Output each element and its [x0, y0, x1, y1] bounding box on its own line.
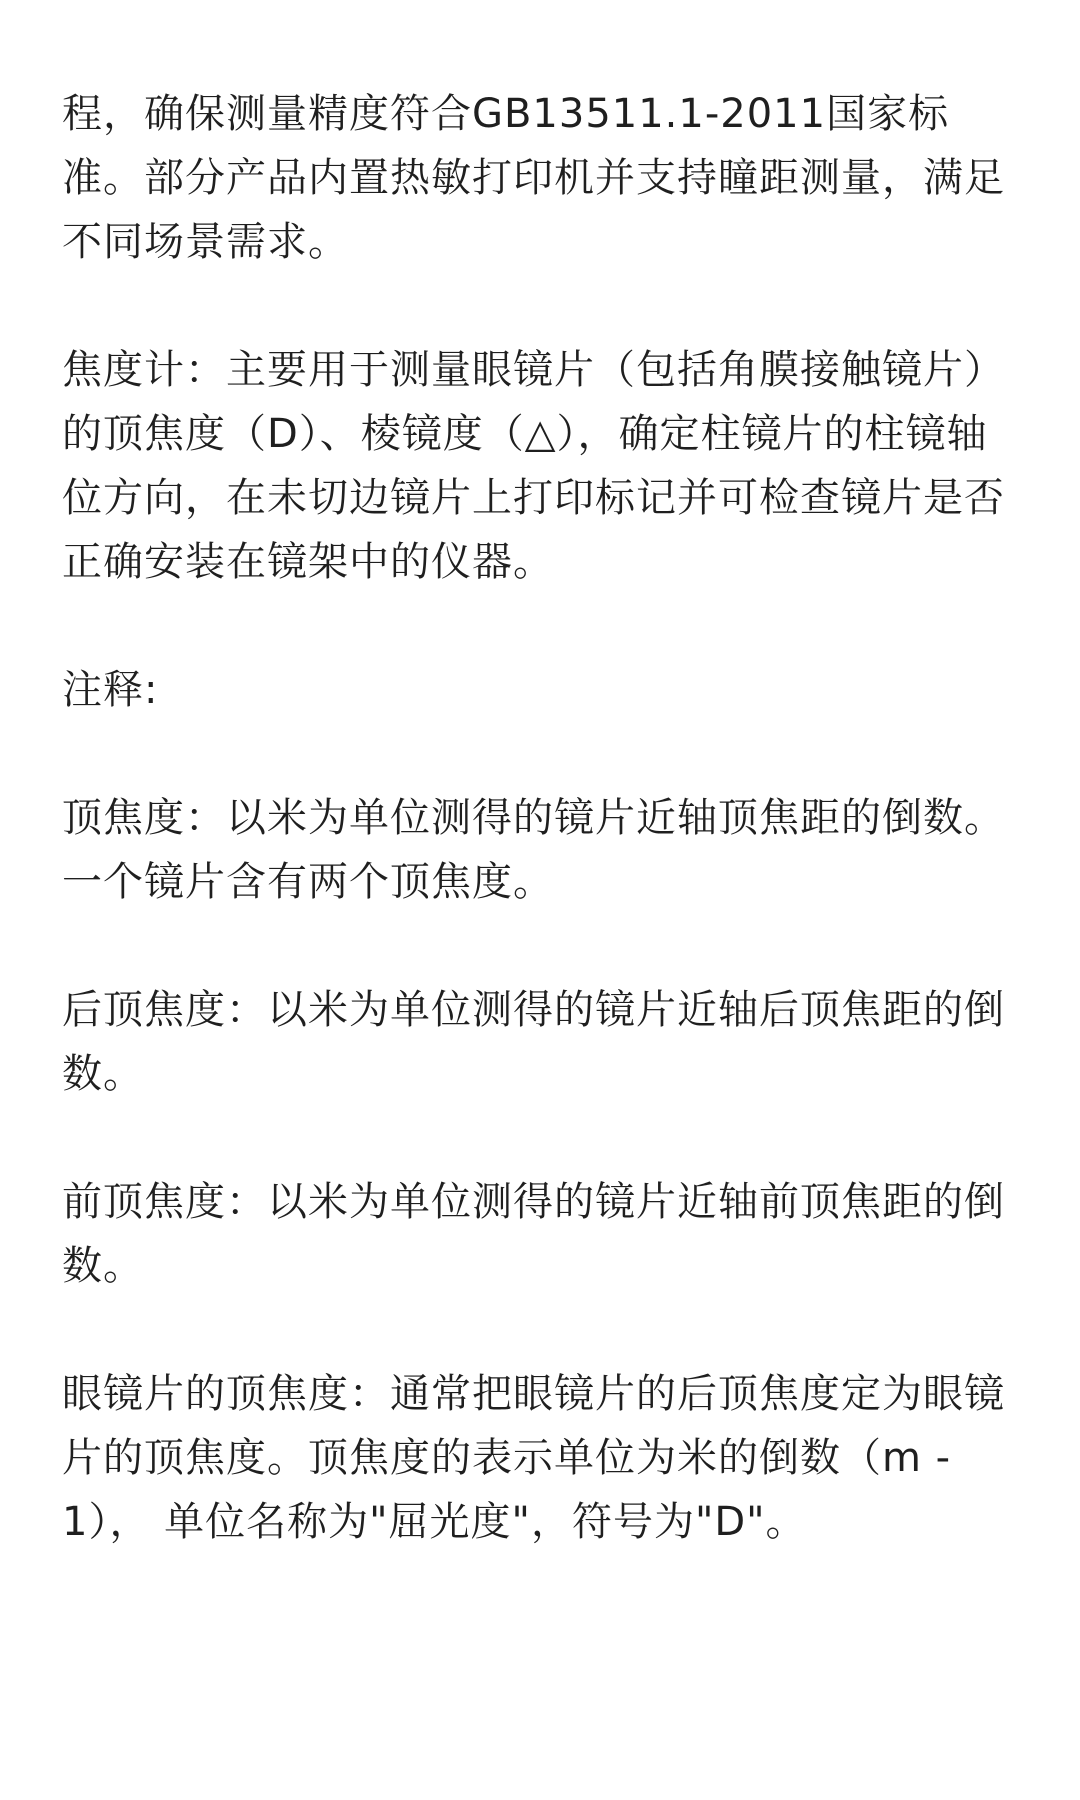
paragraph-gap [62, 594, 1020, 658]
paragraph-notes-heading: 注释: [62, 667, 159, 713]
paragraph-gap [62, 1106, 1020, 1170]
paragraph-gap [62, 722, 1020, 786]
paragraph-lens-vertex-power: 眼镜片的顶焦度：通常把眼镜片的后顶焦度定为眼镜片的顶焦度。顶焦度的表示单位为米的倒数（m - 1）， 单位名称为"屈光度"，符号为"D"。 [62, 1371, 1005, 1545]
paragraph-front-vertex-power: 前顶焦度：以米为单位测得的镜片近轴前顶焦距的倒数。 [62, 1179, 1005, 1289]
paragraph-standard-compliance: 程，确保测量精度符合GB13511.1-2011国家标准。部分产品内置热敏打印机并支持瞳距测量，满足不同场景需求。 [62, 91, 1005, 265]
article-body [62, 82, 1020, 1554]
paragraph-gap [62, 1298, 1020, 1362]
paragraph-back-vertex-power: 后顶焦度：以米为单位测得的镜片近轴后顶焦距的倒数。 [62, 987, 1005, 1097]
paragraph-gap [62, 914, 1020, 978]
paragraph-gap [62, 274, 1020, 338]
paragraph-lensmeter-definition: 焦度计：主要用于测量眼镜片（包括角膜接触镜片）的顶焦度（D）、棱镜度（△），确定柱镜片的柱镜轴位方向，在未切边镜片上打印标记并可检查镜片是否正确安装在镜架中的仪器。 [62, 347, 1005, 585]
paragraph-vertex-power: 顶焦度：以米为单位测得的镜片近轴顶焦距的倒数。一个镜片含有两个顶焦度。 [62, 795, 1005, 905]
